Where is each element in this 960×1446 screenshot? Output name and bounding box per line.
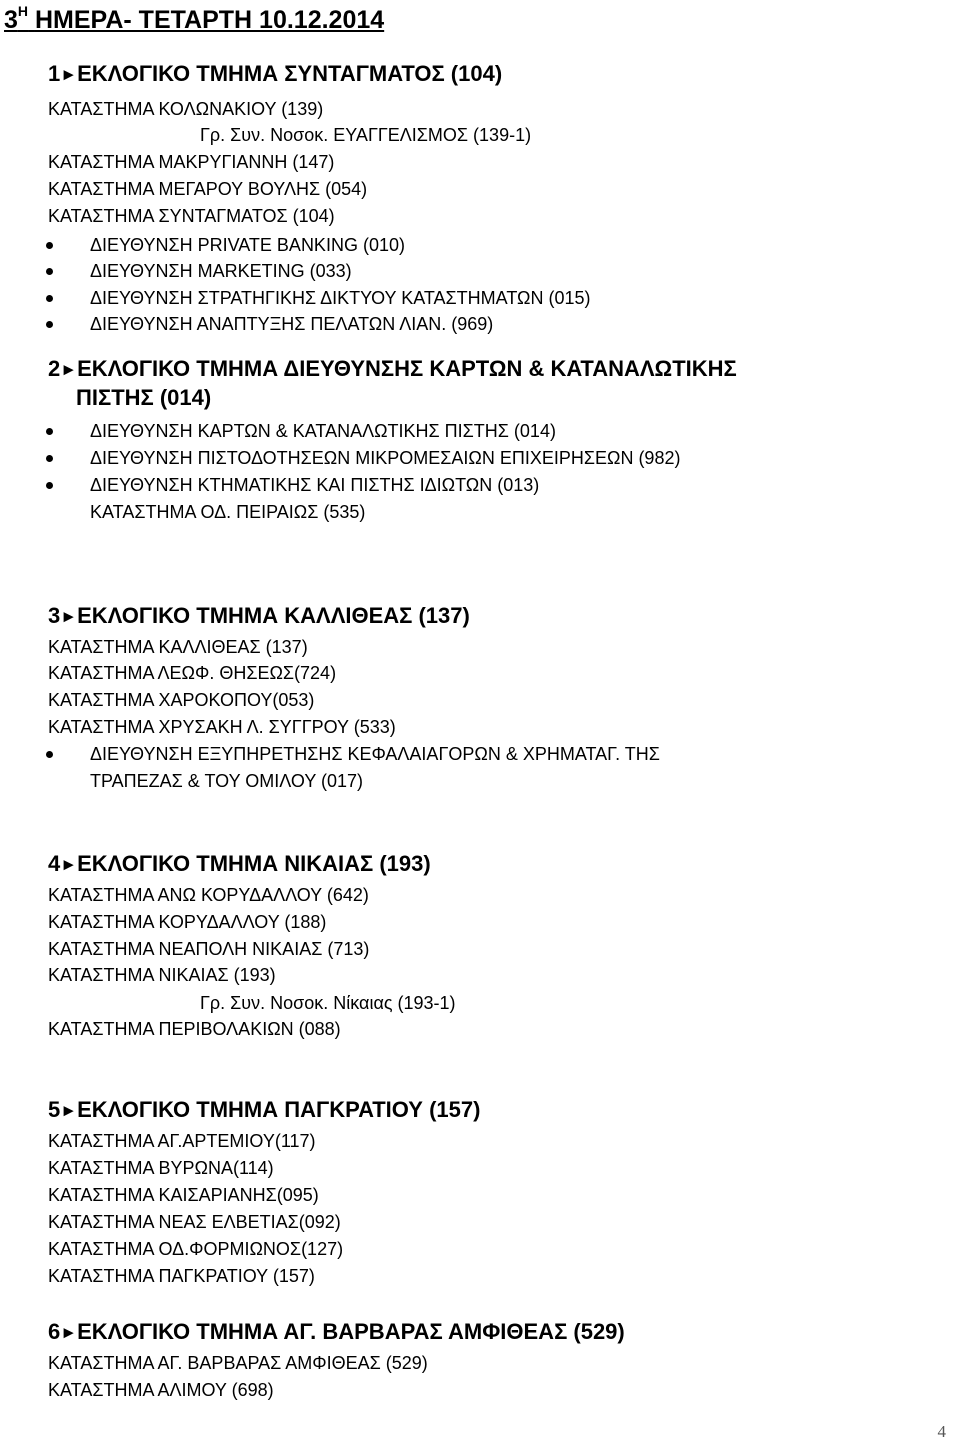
bullet-icon bbox=[46, 751, 53, 758]
section-title-continuation: ΠΙΣΤΗΣ (014) bbox=[76, 385, 212, 410]
section-number: 5 bbox=[48, 1097, 61, 1122]
branch-line bbox=[48, 1377, 274, 1403]
line-text: ΚΑΤΑΣΤΗΜΑ ΚΟΡΥΔΑΛΛΟΥ (188) bbox=[48, 912, 327, 932]
branch-line bbox=[48, 1350, 428, 1376]
line-text: ΚΑΤΑΣΤΗΜΑ ΜΑΚΡΥΓΙΑΝΝΗ (147) bbox=[48, 152, 335, 172]
line-text: ΤΡΑΠΕΖΑΣ & ΤΟΥ ΟΜΙΛΟΥ (017) bbox=[90, 771, 364, 791]
department-list-item bbox=[90, 472, 539, 498]
section-number: 4 bbox=[48, 851, 61, 876]
branch-line bbox=[48, 149, 334, 175]
line-text: ΚΑΤΑΣΤΗΜΑ ΧΡΥΣΑΚΗ Λ. ΣΥΓΓΡΟΥ (533) bbox=[48, 717, 396, 737]
department-list-item bbox=[90, 418, 556, 444]
branch-line bbox=[48, 1155, 274, 1181]
branch-line bbox=[48, 660, 336, 686]
day-ordinal-superscript: Η bbox=[17, 3, 29, 19]
page-title bbox=[4, 2, 384, 38]
section-heading bbox=[48, 602, 470, 631]
line-text: ΚΑΤΑΣΤΗΜΑ ΚΟΛΩΝΑΚΙΟΥ (139) bbox=[48, 99, 324, 119]
line-text: ΚΑΤΑΣΤΗΜΑ ΧΑΡΟΚΟΠΟΥ(053) bbox=[48, 690, 315, 710]
line-text: ΚΑΤΑΣΤΗΜΑ ΛΕΩΦ. ΘΗΣΕΩΣ(724) bbox=[48, 663, 337, 683]
play-arrow-icon: ► bbox=[60, 1101, 78, 1120]
section-heading bbox=[48, 1096, 480, 1125]
branch-line bbox=[90, 768, 363, 794]
section-number: 1 bbox=[48, 61, 61, 86]
line-text: ΚΑΤΑΣΤΗΜΑ ΟΔ. ΠΕΙΡΑΙΩΣ (535) bbox=[90, 502, 366, 522]
department-list-item bbox=[90, 741, 660, 767]
department-list-item bbox=[90, 285, 590, 311]
line-text: ΚΑΤΑΣΤΗΜΑ ΚΑΙΣΑΡΙΑΝΗΣ(095) bbox=[48, 1185, 319, 1205]
section-number: 3 bbox=[48, 603, 61, 628]
line-text: ΚΑΤΑΣΤΗΜΑ ΝΕΑΣ ΕΛΒΕΤΙΑΣ(092) bbox=[48, 1212, 341, 1232]
line-text: ΔΙΕΥΘΥΝΣΗ ΚΑΡΤΩΝ & ΚΑΤΑΝΑΛΩΤΙΚΗΣ ΠΙΣΤΗΣ (014) bbox=[90, 421, 556, 441]
section-heading bbox=[48, 355, 737, 412]
section-heading bbox=[48, 850, 431, 879]
branch-line bbox=[48, 909, 326, 935]
sub-branch-line bbox=[200, 122, 531, 148]
line-text: ΚΑΤΑΣΤΗΜΑ ΑΓ.ΑΡΤΕΜΙΟΥ(117) bbox=[48, 1131, 316, 1151]
day-number: 3 bbox=[4, 6, 18, 34]
branch-line bbox=[48, 634, 308, 660]
line-text: Γρ. Συν. Νοσοκ. Νίκαιας (193-1) bbox=[200, 993, 456, 1013]
bullet-icon bbox=[46, 268, 53, 275]
section-title: ΕΚΛΟΓΙΚΟ ΤΜΗΜΑ ΚΑΛΛΙΘΕΑΣ (137) bbox=[77, 603, 470, 628]
branch-line bbox=[48, 96, 323, 122]
branch-line bbox=[48, 882, 369, 908]
bullet-icon bbox=[46, 482, 53, 489]
play-arrow-icon: ► bbox=[60, 1323, 78, 1342]
department-list-item bbox=[90, 445, 680, 471]
line-text: ΚΑΤΑΣΤΗΜΑ ΝΙΚΑΙΑΣ (193) bbox=[48, 965, 276, 985]
section-title: ΕΚΛΟΓΙΚΟ ΤΜΗΜΑ ΔΙΕΥΘΥΝΣΗΣ ΚΑΡΤΩΝ & ΚΑΤΑΝΑΛΩΤΙΚΗΣ bbox=[77, 356, 737, 381]
play-arrow-icon: ► bbox=[60, 607, 78, 626]
line-text: ΚΑΤΑΣΤΗΜΑ ΑΝΩ ΚΟΡΥΔΑΛΛΟΥ (642) bbox=[48, 885, 369, 905]
line-text: ΔΙΕΥΘΥΝΣΗ ΣΤΡΑΤΗΓΙΚΗΣ ΔΙΚΤΥΟΥ ΚΑΤΑΣΤΗΜΑΤΩΝ (015) bbox=[90, 288, 591, 308]
bullet-icon bbox=[46, 321, 53, 328]
line-text: ΚΑΤΑΣΤΗΜΑ ΟΔ.ΦΟΡΜΙΩΝΟΣ(127) bbox=[48, 1239, 344, 1259]
bullet-icon bbox=[46, 428, 53, 435]
bullet-icon bbox=[46, 295, 53, 302]
day-title-text: ΗΜΕΡΑ- ΤΕΤΑΡΤΗ 10.12.2014 bbox=[34, 6, 385, 34]
line-text: ΚΑΤΑΣΤΗΜΑ ΣΥΝΤΑΓΜΑΤΟΣ (104) bbox=[48, 206, 335, 226]
section-number: 6 bbox=[48, 1319, 61, 1344]
line-text: ΚΑΤΑΣΤΗΜΑ ΑΛΙΜΟΥ (698) bbox=[48, 1380, 274, 1400]
branch-line bbox=[48, 1128, 316, 1154]
section-title: ΕΚΛΟΓΙΚΟ ΤΜΗΜΑ ΣΥΝΤΑΓΜΑΤΟΣ (104) bbox=[77, 61, 503, 86]
play-arrow-icon: ► bbox=[60, 65, 78, 84]
section-title: ΕΚΛΟΓΙΚΟ ΤΜΗΜΑ ΑΓ. ΒΑΡΒΑΡΑΣ ΑΜΦΙΘΕΑΣ (529) bbox=[77, 1319, 625, 1344]
line-text: ΚΑΤΑΣΤΗΜΑ ΠΕΡΙΒΟΛΑΚΙΩΝ (088) bbox=[48, 1019, 341, 1039]
line-text: ΚΑΤΑΣΤΗΜΑ ΚΑΛΛΙΘΕΑΣ (137) bbox=[48, 637, 308, 657]
sub-branch-line bbox=[200, 990, 456, 1016]
section-title: ΕΚΛΟΓΙΚΟ ΤΜΗΜΑ ΝΙΚΑΙΑΣ (193) bbox=[77, 851, 431, 876]
line-text: ΔΙΕΥΘΥΝΣΗ PRIVATE BANKING (010) bbox=[90, 235, 405, 255]
line-text: ΚΑΤΑΣΤΗΜΑ ΑΓ. ΒΑΡΒΑΡΑΣ ΑΜΦΙΘΕΑΣ (529) bbox=[48, 1353, 428, 1373]
line-text: ΚΑΤΑΣΤΗΜΑ ΒΥΡΩΝΑ(114) bbox=[48, 1158, 274, 1178]
line-text: ΔΙΕΥΘΥΝΣΗ ΚΤΗΜΑΤΙΚΗΣ ΚΑΙ ΠΙΣΤΗΣ ΙΔΙΩΤΩΝ (013) bbox=[90, 475, 540, 495]
line-text: ΚΑΤΑΣΤΗΜΑ ΜΕΓΑΡΟΥ ΒΟΥΛΗΣ (054) bbox=[48, 179, 368, 199]
line-text: ΔΙΕΥΘΥΝΣΗ ΠΙΣΤΟΔΟΤΗΣΕΩΝ ΜΙΚΡΟΜΕΣΑΙΩΝ ΕΠΙΧΕΙΡΗΣΕΩΝ (982) bbox=[90, 448, 681, 468]
branch-line bbox=[90, 499, 365, 525]
branch-line bbox=[48, 962, 276, 988]
page-number: 4 bbox=[937, 1422, 946, 1441]
line-text: ΔΙΕΥΘΥΝΣΗ ΑΝΑΠΤΥΞΗΣ ΠΕΛΑΤΩΝ ΛΙΑΝ. (969) bbox=[90, 314, 494, 334]
line-text: ΔΙΕΥΘΥΝΣΗ MARKETING (033) bbox=[90, 261, 352, 281]
branch-line bbox=[48, 936, 369, 962]
branch-line bbox=[48, 687, 314, 713]
play-arrow-icon: ► bbox=[60, 360, 78, 379]
branch-line bbox=[48, 203, 335, 229]
department-list-item bbox=[90, 258, 352, 284]
department-list-item bbox=[90, 232, 405, 258]
branch-line bbox=[48, 1016, 341, 1042]
section-title: ΕΚΛΟΓΙΚΟ ΤΜΗΜΑ ΠΑΓΚΡΑΤΙΟΥ (157) bbox=[77, 1097, 481, 1122]
branch-line bbox=[48, 1236, 343, 1262]
branch-line bbox=[48, 1209, 341, 1235]
section-number: 2 bbox=[48, 356, 61, 381]
section-heading bbox=[48, 60, 502, 89]
play-arrow-icon: ► bbox=[60, 855, 78, 874]
section-heading bbox=[48, 1318, 625, 1347]
department-list-item bbox=[90, 311, 493, 337]
line-text: ΔΙΕΥΘΥΝΣΗ ΕΞΥΠΗΡΕΤΗΣΗΣ ΚΕΦΑΛΑΙΑΓΟΡΩΝ & ΧΡΗΜΑΤΑΓ. ΤΗΣ bbox=[90, 744, 660, 764]
bullet-icon bbox=[46, 455, 53, 462]
line-text: ΚΑΤΑΣΤΗΜΑ ΠΑΓΚΡΑΤΙΟΥ (157) bbox=[48, 1266, 315, 1286]
line-text: Γρ. Συν. Νοσοκ. ΕΥΑΓΓΕΛΙΣΜΟΣ (139-1) bbox=[200, 125, 532, 145]
branch-line bbox=[48, 1263, 315, 1289]
line-text: ΚΑΤΑΣΤΗΜΑ ΝΕΑΠΟΛΗ ΝΙΚΑΙΑΣ (713) bbox=[48, 939, 370, 959]
bullet-icon bbox=[46, 242, 53, 249]
branch-line bbox=[48, 1182, 319, 1208]
branch-line bbox=[48, 176, 367, 202]
branch-line bbox=[48, 714, 396, 740]
